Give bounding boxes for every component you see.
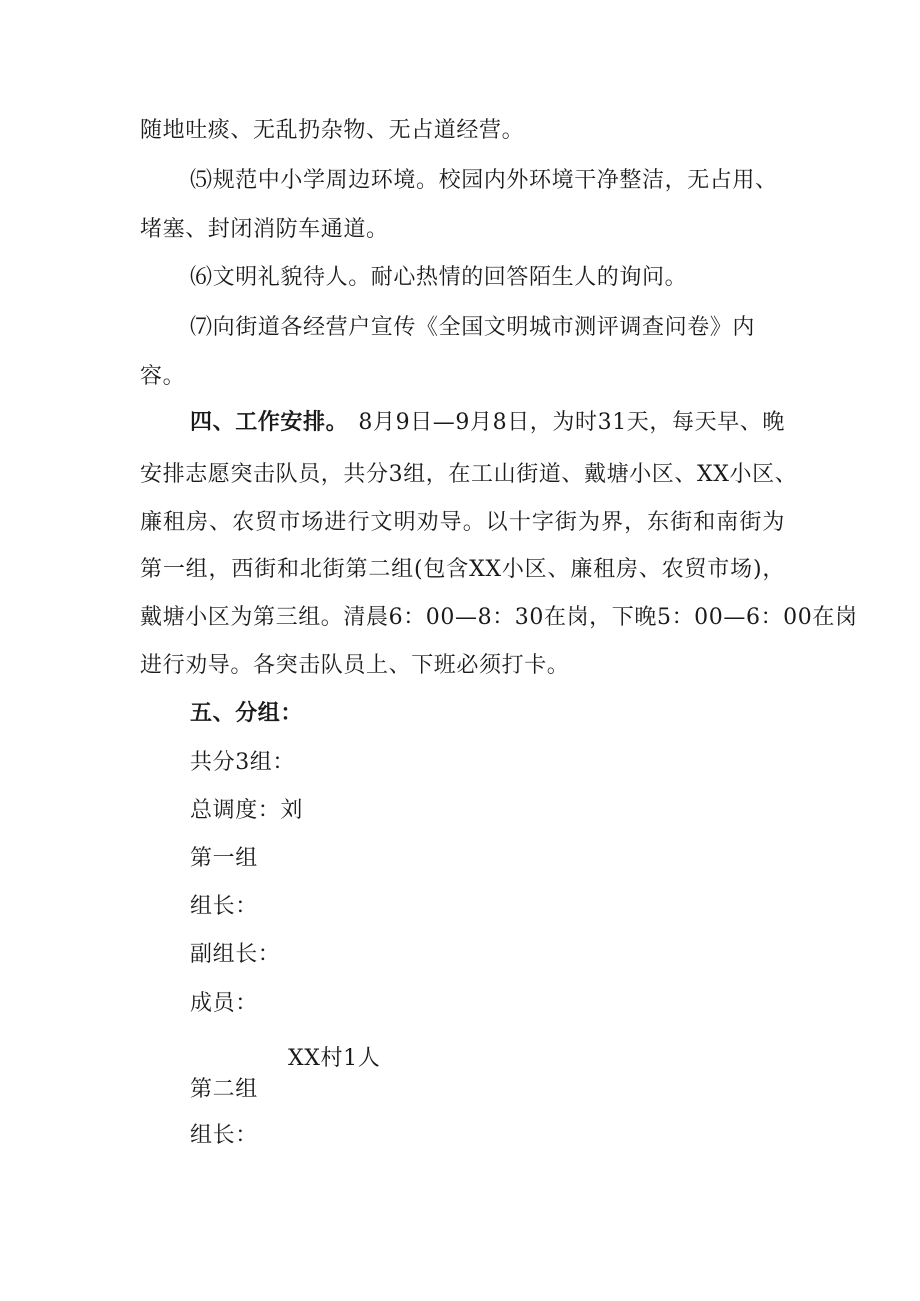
group-1-title: 第一组	[190, 846, 258, 871]
group-1-member-entry: XX村1人	[288, 1046, 381, 1071]
chief-dispatcher: 总调度：刘	[190, 798, 304, 823]
paragraph-line: 戴塘小区为第三组。清晨6：00—8：30在岗，下晚5：00—6：00在岗	[140, 605, 858, 630]
group-count: 共分3组：	[190, 750, 295, 775]
paragraph-line: 进行劝导。各突击队员上、下班必须打卡。	[140, 653, 570, 678]
list-item-7-line: ⑺向街道各经营户宣传《全国文明城市测评调查问卷》内	[190, 315, 756, 340]
list-item-7-continuation: 容。	[140, 364, 186, 389]
group-2-leader: 组长：	[190, 1123, 258, 1148]
group-1-deputy-leader: 副组长：	[190, 942, 281, 967]
group-2-title: 第二组	[190, 1077, 258, 1102]
section-4-heading: 四、工作安排。	[190, 410, 349, 435]
list-item-5-continuation: 堵塞、封闭消防车通道。	[140, 217, 389, 242]
paragraph-line: 安排志愿突击队员，共分3组，在工山街道、戴塘小区、XX小区、	[140, 462, 798, 487]
section-4-intro-text: 8月9日—9月8日，为时31天，每天早、晚	[358, 410, 785, 435]
section-4-first-line	[190, 410, 785, 436]
group-1-leader: 组长：	[190, 894, 258, 919]
list-item-6: ⑹文明礼貌待人。耐心热情的回答陌生人的询问。	[190, 265, 688, 290]
paragraph-line: 廉租房、农贸市场进行文明劝导。以十字街为界，东街和南街为	[140, 510, 785, 535]
list-item-5-line: ⑸规范中小学周边环境。校园内外环境干净整洁，无占用、	[190, 168, 778, 193]
group-1-members: 成员：	[190, 991, 258, 1016]
paragraph-line: 第一组，西街和北街第二组(包含XX小区、廉租房、农贸市场)，	[140, 557, 785, 582]
paragraph-line: 随地吐痰、无乱扔杂物、无占道经营。	[140, 118, 525, 143]
section-5-heading: 五、分组：	[190, 701, 304, 726]
